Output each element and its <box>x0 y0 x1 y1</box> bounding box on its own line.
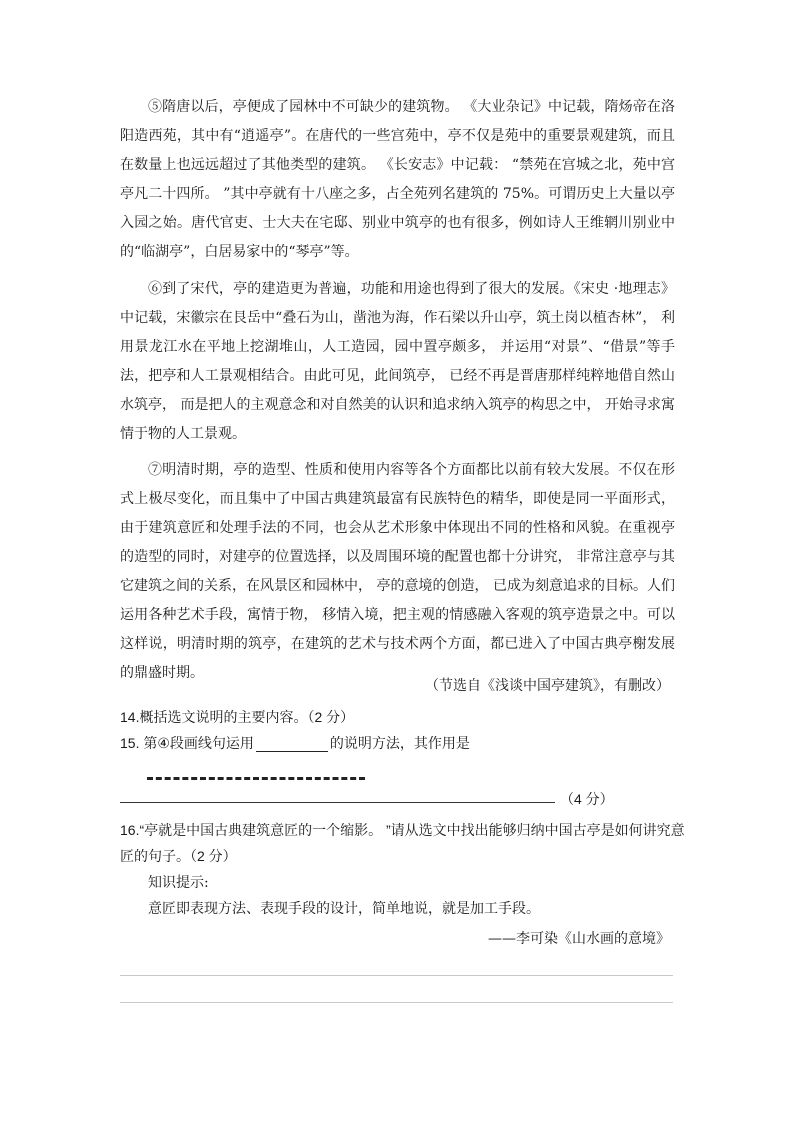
fill-blank-method[interactable] <box>256 734 328 752</box>
hint-text: 意匠即表现方法、表现手段的设计，简单地说，就是加工手段。 <box>148 901 540 917</box>
paragraph-6: ⑥到了宋代，亭的建造更为普遍，功能和用途也得到了很大的发展。《宋史 ·地理志》中记载，宋徽宗在艮岳中“叠石为山，凿池为海，作石梁以升山亭，筑土岗以植杏林”， 利用景龙江水在平地上挖湖堆山，人工造园，园中置亭颇多， 并运用“对景”、“借景”等手法，把亭和人工景观相结合。由此可见，此间筑亭， 已经不再是晋唐那样纯粹地借自然山水筑亭， 而是把人的主观意念和对自然美的认识和追求纳入筑亭的构思之中， 开始寻求寓情于物的人工景观。 <box>120 281 675 442</box>
answer-line-q15[interactable] <box>120 802 555 803</box>
question-15-suffix: 的说明方法，其作用是 <box>329 735 470 751</box>
paragraph-5: ⑤隋唐以后，亭便成了园林中不可缺少的建筑物。 《大业杂记》中记载，隋炀帝在洛阳造西苑，其中有“逍遥亭”。在唐代的一些宫苑中，亭不仅是苑中的重要景观建筑，而且在数量上也远远超过了其他类型的建筑。 《长安志》中记载： “禁苑在宫城之北，苑中宫亭凡二十四所。 ”其中亭就有十八座之多，占全苑列名建筑的 75%。可谓历史上大量以亭入园之始。唐代官吏、士大夫在宅邸、别业中筑亭的也有很多，例如诗人王维辋川别业中的“临湖亭”，白居易家中的“琴亭”等。 <box>120 99 675 260</box>
dashed-answer-line[interactable] <box>147 777 365 780</box>
question-15-prefix: 15. 第④段画线句运用 <box>120 735 254 751</box>
hint-label: 知识提示: <box>148 875 209 891</box>
question-15-score: （4 分） <box>560 791 614 807</box>
paragraph-7: ⑦明清时期，亭的造型、性质和使用内容等各个方面都比以前有较大发展。不仅在形式上极尽变化，而且集中了中国古典建筑最富有民族特色的精华，即使是同一平面形式，由于建筑意匠和处理手法的不同，也会从艺术形象中体现出不同的性格和风貌。在重视亭的造型的同时，对建亭的位置选择，以及周围环境的配置也都十分讲究， 非常注意亭与其它建筑之间的关系，在风景区和园林中， 亭的意境的创造， 已成为刻意追求的目标。人们运用各种艺术手段，寓情于物， 移情入境，把主观的情感融入客观的筑亭造景之中。可以这样说，明清时期的筑亭，在建筑的艺术与技术两个方面，都已进入了中国古典亭榭发展的鼎盛时期。 <box>120 462 675 681</box>
answer-line-q16-1[interactable] <box>120 975 673 976</box>
hint-source: ——李可染《山水画的意境》 <box>488 931 670 947</box>
answer-line-q16-2[interactable] <box>120 1002 673 1003</box>
question-16: 16.“亭就是中国古典建筑意匠的一个缩影。 ”请从选文中找出能够归纳中国古亭是如何讲究意匠的句子。（2 分） <box>120 822 685 864</box>
question-15 <box>120 730 680 756</box>
question-14: 14.概括选文说明的主要内容。（2 分） <box>120 709 355 725</box>
article-source: （节选自《浅谈中国亭建筑》，有删改） <box>425 678 670 694</box>
